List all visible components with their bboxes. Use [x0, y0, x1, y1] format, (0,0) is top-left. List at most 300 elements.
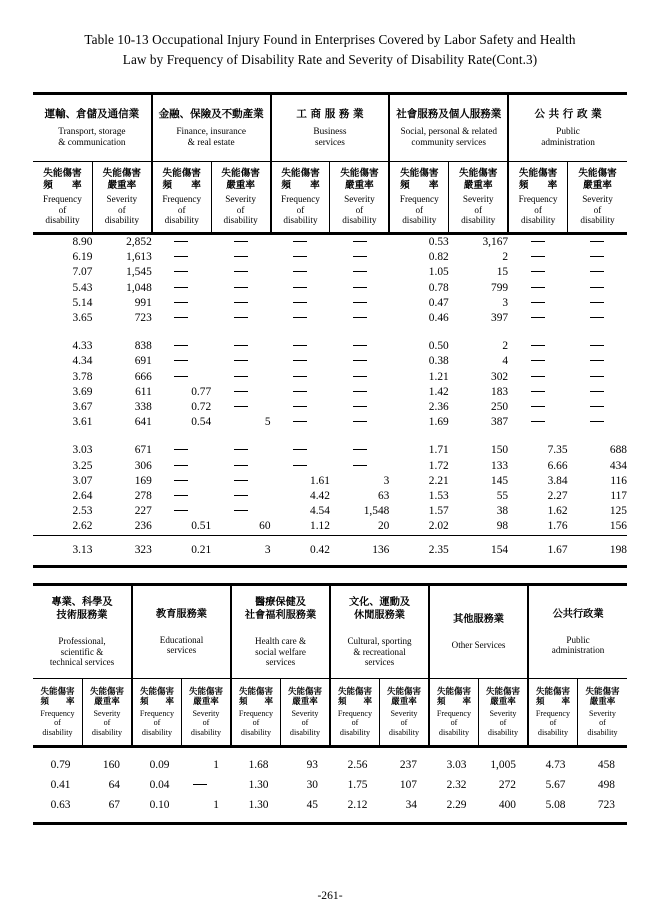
data-cell: 3.03: [446, 758, 467, 771]
data-cell-empty: [211, 400, 270, 415]
subheader-severity-2: 失能傷害 嚴重率 Severity of disability: [182, 679, 232, 745]
lower-table-header: [33, 586, 627, 678]
dash-icon: [234, 256, 248, 257]
dash-icon: [531, 271, 545, 272]
data-cell-empty: [211, 311, 270, 326]
table-row: [33, 339, 627, 354]
data-cell: 1.42: [428, 385, 449, 398]
dash-icon: [353, 302, 367, 303]
data-cell-empty: [330, 235, 389, 250]
upper-group-header-row: [33, 95, 627, 161]
table-row: [33, 755, 627, 775]
data-cell: 838: [134, 340, 152, 353]
data-cell: 0.41: [50, 778, 71, 791]
dash-icon: [353, 271, 367, 272]
subheader-frequency-5: 失能傷害 頻 率 Frequency of disability: [508, 162, 567, 232]
data-cell: 1.57: [428, 505, 449, 518]
data-cell: 93: [306, 758, 318, 771]
dash-icon: [531, 317, 545, 318]
data-cell: 67: [108, 798, 120, 811]
data-cell-empty: [508, 385, 567, 400]
data-cell-empty: [211, 370, 270, 385]
group-cn-transport: 運輸、倉儲及通信業: [44, 107, 140, 120]
data-cell: 0.77: [191, 385, 212, 398]
data-cell: 3.03: [72, 444, 93, 457]
dash-icon: [353, 317, 367, 318]
dash-icon: [531, 302, 545, 303]
data-cell: 136: [372, 543, 390, 556]
dash-icon: [531, 406, 545, 407]
data-cell-empty: [152, 354, 211, 369]
data-cell: 3.78: [72, 370, 93, 383]
data-cell: 0.47: [428, 296, 449, 309]
upper-table-header: [33, 95, 627, 161]
table-row: [33, 265, 627, 280]
upper-subheader-row: [33, 162, 627, 232]
data-cell: 0.21: [191, 543, 212, 556]
data-cell-empty: [508, 354, 567, 369]
data-cell: 237: [399, 758, 417, 771]
subheader-severity-6: 失能傷害 嚴重率 Severity of disability: [578, 679, 628, 745]
data-cell: 1,048: [126, 281, 152, 294]
data-cell: 125: [609, 505, 627, 518]
data-cell: 458: [597, 758, 615, 771]
dash-icon: [293, 449, 307, 450]
data-cell: 3.69: [72, 385, 93, 398]
data-cell: 5.43: [72, 281, 93, 294]
data-cell: 34: [405, 798, 417, 811]
data-cell: 2.02: [428, 520, 449, 533]
dash-icon: [234, 376, 248, 377]
subheader-severity-4: 失能傷害 嚴重率 Severity of disability: [380, 679, 430, 745]
subheader-severity-3: 失能傷害 嚴重率 Severity of disability: [330, 162, 389, 232]
data-cell: 0.09: [149, 758, 170, 771]
data-cell-empty: [152, 296, 211, 311]
title-line-1: Table 10-13 Occupational Injury Found in Enterprises Covered by Labor Safety and Health: [84, 32, 576, 47]
data-cell: 4.33: [72, 340, 93, 353]
data-cell-empty: [211, 339, 270, 354]
group-en-social: Social, personal & related community services: [400, 126, 498, 148]
data-cell-empty: [211, 474, 270, 489]
data-cell: 991: [134, 296, 152, 309]
data-cell: 8.90: [72, 236, 93, 248]
data-cell-empty: [211, 489, 270, 504]
data-cell: 2.35: [428, 543, 449, 556]
data-cell: 3,167: [482, 236, 509, 248]
data-cell-empty: [152, 474, 211, 489]
data-cell-empty: [508, 250, 567, 265]
data-cell: 133: [491, 459, 509, 472]
dash-icon: [531, 360, 545, 361]
dash-icon: [353, 421, 367, 422]
dash-icon: [174, 360, 188, 361]
dash-icon: [590, 391, 604, 392]
page-title: [0, 0, 660, 70]
table-row: [33, 795, 627, 815]
data-cell-empty: [330, 296, 389, 311]
data-cell-empty: [152, 311, 211, 326]
data-cell: 2: [502, 251, 509, 264]
table-row: [33, 354, 627, 369]
data-cell: 1.30: [248, 798, 269, 811]
data-cell: 3.61: [72, 416, 93, 429]
data-cell-empty: [271, 385, 330, 400]
table-row: [33, 443, 627, 458]
data-cell: 338: [134, 401, 152, 414]
dash-icon: [590, 241, 604, 242]
data-cell: 6.66: [547, 459, 568, 472]
data-cell: 400: [498, 798, 516, 811]
data-cell: 2.36: [428, 401, 449, 414]
data-cell: 98: [496, 520, 509, 533]
group-header-business: [271, 95, 390, 161]
dash-icon: [174, 510, 188, 511]
dash-icon: [531, 256, 545, 257]
dash-icon: [174, 271, 188, 272]
table-row: [33, 775, 627, 795]
row-spacer: [33, 430, 627, 443]
data-cell: 160: [102, 758, 120, 771]
dash-icon: [531, 391, 545, 392]
table-row: [33, 250, 627, 265]
dash-icon: [590, 406, 604, 407]
data-cell: 1.05: [428, 266, 449, 279]
upper-table-body: [33, 235, 627, 535]
data-cell-empty: [152, 250, 211, 265]
data-cell: 55: [496, 490, 509, 503]
data-cell: 0.51: [191, 520, 212, 533]
dash-icon: [234, 480, 248, 481]
data-cell-empty: [568, 235, 627, 250]
lower-group-header-row: [33, 586, 627, 678]
lower-table: [33, 583, 627, 825]
data-cell: 2: [502, 340, 509, 353]
data-cell: 4: [502, 355, 509, 368]
data-cell: 3.25: [72, 459, 93, 472]
data-cell: 666: [134, 370, 152, 383]
group-en-transport: Transport, storage & communication: [58, 126, 126, 148]
data-cell-empty: [508, 400, 567, 415]
group-en-business: Business services: [313, 126, 347, 148]
subheader-severity-1: 失能傷害 嚴重率 Severity of disability: [83, 679, 133, 745]
page-number: -261-: [317, 889, 343, 902]
data-cell-empty: [152, 459, 211, 474]
dash-icon: [590, 345, 604, 346]
data-cell: 671: [134, 444, 152, 457]
data-cell: 323: [134, 543, 152, 556]
table-row: [33, 519, 627, 534]
data-cell: 397: [491, 312, 509, 325]
row-spacer: [33, 536, 627, 543]
data-cell: 60: [259, 520, 271, 533]
group-cn-social: 社會服務及個人服務業: [396, 107, 502, 120]
dash-icon: [234, 449, 248, 450]
dash-icon: [293, 406, 307, 407]
table-row: [33, 474, 627, 489]
dash-icon: [293, 465, 307, 466]
data-cell-empty: [152, 281, 211, 296]
data-cell: 2.56: [347, 758, 368, 771]
dash-icon: [353, 449, 367, 450]
group-cn-finance: 金融、保險及不動產業: [158, 107, 264, 120]
table-row: [33, 400, 627, 415]
data-cell: 156: [609, 520, 627, 533]
data-cell: 691: [134, 355, 152, 368]
upper-body-rows: [33, 235, 627, 535]
data-cell-empty: [211, 385, 270, 400]
dash-icon: [234, 391, 248, 392]
data-cell: 1,613: [126, 251, 152, 264]
data-cell-empty: [508, 415, 567, 430]
dash-icon: [531, 287, 545, 288]
data-cell: 799: [491, 281, 509, 294]
data-cell-empty: [271, 443, 330, 458]
data-cell-empty: [508, 339, 567, 354]
dash-icon: [234, 406, 248, 407]
data-cell: 117: [610, 490, 627, 503]
data-cell-empty: [568, 311, 627, 326]
dash-icon: [531, 421, 545, 422]
data-cell: 688: [609, 444, 627, 457]
lower-subheader-rows: [33, 679, 627, 745]
data-cell: 1,548: [363, 505, 390, 518]
subheader-frequency-2: 失能傷害 頻 率 Frequency of disability: [152, 162, 211, 232]
data-cell: 0.42: [310, 543, 330, 556]
group-cn-business: 工 商 服 務 業: [296, 107, 364, 120]
data-cell: 3: [264, 543, 271, 556]
title-line-2: Law by Frequency of Disability Rate and Severity of Disability Rate(Cont.3): [122, 52, 538, 67]
dash-icon: [174, 302, 188, 303]
dash-icon: [590, 376, 604, 377]
data-cell: 154: [491, 543, 509, 556]
data-cell-empty: [271, 459, 330, 474]
data-cell-empty: [271, 281, 330, 296]
dash-icon: [590, 421, 604, 422]
data-cell-empty: [211, 504, 270, 519]
data-cell-empty: [271, 354, 330, 369]
data-cell-empty: [568, 339, 627, 354]
data-cell-empty: [211, 281, 270, 296]
dash-icon: [353, 465, 367, 466]
dash-icon: [531, 241, 545, 242]
lower-body-rows: [33, 748, 627, 822]
subheader-frequency-4: 失能傷害 頻 率 Frequency of disability: [330, 679, 380, 745]
data-cell: 3.84: [547, 474, 568, 487]
dash-icon: [174, 345, 188, 346]
data-cell-empty: [330, 265, 389, 280]
data-cell: 0.46: [428, 312, 449, 325]
data-cell-empty: [568, 385, 627, 400]
subheader-severity-5: 失能傷害 嚴重率 Severity of disability: [479, 679, 529, 745]
dash-icon: [234, 271, 248, 272]
data-cell: 5: [264, 416, 271, 429]
data-cell: 250: [491, 401, 509, 414]
data-cell-empty: [568, 296, 627, 311]
table-row: [33, 415, 627, 430]
row-spacer: [33, 748, 627, 755]
dash-icon: [234, 287, 248, 288]
dash-icon: [590, 360, 604, 361]
group-header-health-care: 醫療保健及 社會福利服務業 Health care & social welfare services: [231, 586, 330, 678]
table-row: [33, 385, 627, 400]
data-cell-empty: [330, 400, 389, 415]
data-cell: 641: [134, 416, 152, 429]
subheader-frequency-4: 失能傷害 頻 率 Frequency of disability: [389, 162, 448, 232]
data-cell-empty: [508, 281, 567, 296]
data-cell: 2.27: [547, 490, 568, 503]
data-cell: 4.42: [310, 490, 330, 503]
dash-icon: [174, 465, 188, 466]
dash-icon: [590, 317, 604, 318]
data-cell-empty: [271, 250, 330, 265]
data-cell: 2.12: [347, 798, 368, 811]
data-cell-empty: [152, 339, 211, 354]
row-spacer: [33, 815, 627, 822]
data-cell: 198: [609, 543, 627, 556]
dash-icon: [531, 345, 545, 346]
dash-icon: [353, 391, 367, 392]
data-cell-empty: [211, 296, 270, 311]
dash-icon: [174, 376, 188, 377]
dash-icon: [293, 376, 307, 377]
data-cell: 3: [383, 474, 390, 487]
group-header-social: [389, 95, 508, 161]
subheader-severity-3: 失能傷害 嚴重率 Severity of disability: [281, 679, 331, 745]
dash-icon: [174, 241, 188, 242]
dash-icon: [293, 287, 307, 288]
dash-icon: [234, 241, 248, 242]
dash-icon: [293, 391, 307, 392]
lower-table-bottom-rule: [33, 822, 627, 825]
data-cell: 6.19: [72, 251, 93, 264]
data-cell-empty: [508, 370, 567, 385]
data-cell: 0.72: [191, 401, 212, 414]
data-cell: 272: [498, 778, 516, 791]
data-cell-empty: [508, 311, 567, 326]
page-footer: [0, 889, 660, 902]
data-cell: 0.79: [50, 758, 71, 771]
data-cell: 5.08: [545, 798, 566, 811]
data-cell-empty: [271, 235, 330, 250]
subheader-frequency-3: 失能傷害 頻 率 Frequency of disability: [231, 679, 281, 745]
data-cell: 278: [134, 490, 152, 503]
subheader-frequency-1: 失能傷害 頻 率 Frequency of disability: [33, 679, 83, 745]
dash-icon: [353, 345, 367, 346]
subheader-severity-2: 失能傷害 嚴重率 Severity of disability: [211, 162, 270, 232]
dash-icon: [174, 256, 188, 257]
lower-table-subheader: [33, 679, 627, 745]
data-cell: 1.53: [428, 490, 449, 503]
data-cell: 723: [134, 312, 152, 325]
data-cell: 0.04: [149, 778, 170, 791]
group-header-educational: 教育服務業 Educational services: [132, 586, 231, 678]
data-cell: 498: [597, 778, 615, 791]
group-header-other-services: 其他服務業 Other Services: [429, 586, 528, 678]
dash-icon: [293, 421, 307, 422]
data-cell-empty: [271, 370, 330, 385]
table-row: [33, 459, 627, 474]
data-cell: 2.21: [428, 474, 449, 487]
data-cell-empty: [211, 235, 270, 250]
upper-table-summary: [33, 536, 627, 565]
data-cell-empty: [271, 311, 330, 326]
data-cell-empty: [330, 281, 389, 296]
group-en-public: Public administration: [541, 126, 595, 148]
table-row: [33, 504, 627, 519]
data-cell-empty: [568, 400, 627, 415]
dash-icon: [353, 287, 367, 288]
data-cell-empty: [330, 250, 389, 265]
data-cell: 3.13: [72, 543, 93, 556]
upper-summary-rows: [33, 536, 627, 565]
table-row: [33, 281, 627, 296]
data-cell-empty: [211, 265, 270, 280]
data-cell-empty: [211, 354, 270, 369]
subheader-frequency-2: 失能傷害 頻 率 Frequency of disability: [132, 679, 182, 745]
data-cell-empty: [211, 250, 270, 265]
dash-icon: [590, 302, 604, 303]
group-header-cultural: 文化、運動及 休閒服務業 Cultural, sporting & recreational services: [330, 586, 429, 678]
dash-icon: [293, 241, 307, 242]
table-row: [33, 235, 627, 250]
table-row: [33, 370, 627, 385]
data-cell-empty: [568, 265, 627, 280]
data-cell-empty: [508, 235, 567, 250]
dash-icon: [353, 256, 367, 257]
data-cell-empty: [508, 296, 567, 311]
data-cell: 2.32: [446, 778, 467, 791]
dash-icon: [531, 376, 545, 377]
data-cell-empty: [271, 296, 330, 311]
data-cell: 7.07: [72, 266, 93, 279]
dash-icon: [293, 317, 307, 318]
data-cell: 15: [496, 266, 509, 279]
data-cell: 38: [496, 505, 509, 518]
data-cell: 1,005: [490, 758, 516, 771]
group-cn-public: 公 共 行 政 業: [534, 107, 602, 120]
dash-icon: [193, 784, 207, 785]
dash-icon: [293, 345, 307, 346]
data-cell: 2.64: [72, 490, 93, 503]
data-cell-empty: [568, 250, 627, 265]
data-cell: 1.30: [248, 778, 269, 791]
data-cell-empty: [152, 489, 211, 504]
data-cell-empty: [330, 415, 389, 430]
data-cell-empty: [211, 443, 270, 458]
dash-icon: [234, 302, 248, 303]
data-cell: 1.67: [547, 543, 568, 556]
data-cell: 4.54: [310, 505, 330, 518]
dash-icon: [174, 449, 188, 450]
data-cell: 45: [306, 798, 318, 811]
subheader-frequency-3: 失能傷害 頻 率 Frequency of disability: [271, 162, 330, 232]
data-cell: 0.50: [428, 340, 449, 353]
group-header-finance: [152, 95, 271, 161]
dash-icon: [174, 317, 188, 318]
dash-icon: [353, 241, 367, 242]
data-cell-empty: [182, 775, 232, 795]
data-cell-empty: [152, 265, 211, 280]
data-cell: 30: [306, 778, 318, 791]
dash-icon: [234, 360, 248, 361]
dash-icon: [174, 480, 188, 481]
lower-subheader-row: [33, 679, 627, 745]
data-cell: 306: [134, 459, 152, 472]
table-row: [33, 489, 627, 504]
dash-icon: [353, 360, 367, 361]
data-cell-empty: [152, 443, 211, 458]
data-cell: 3.07: [72, 474, 93, 487]
